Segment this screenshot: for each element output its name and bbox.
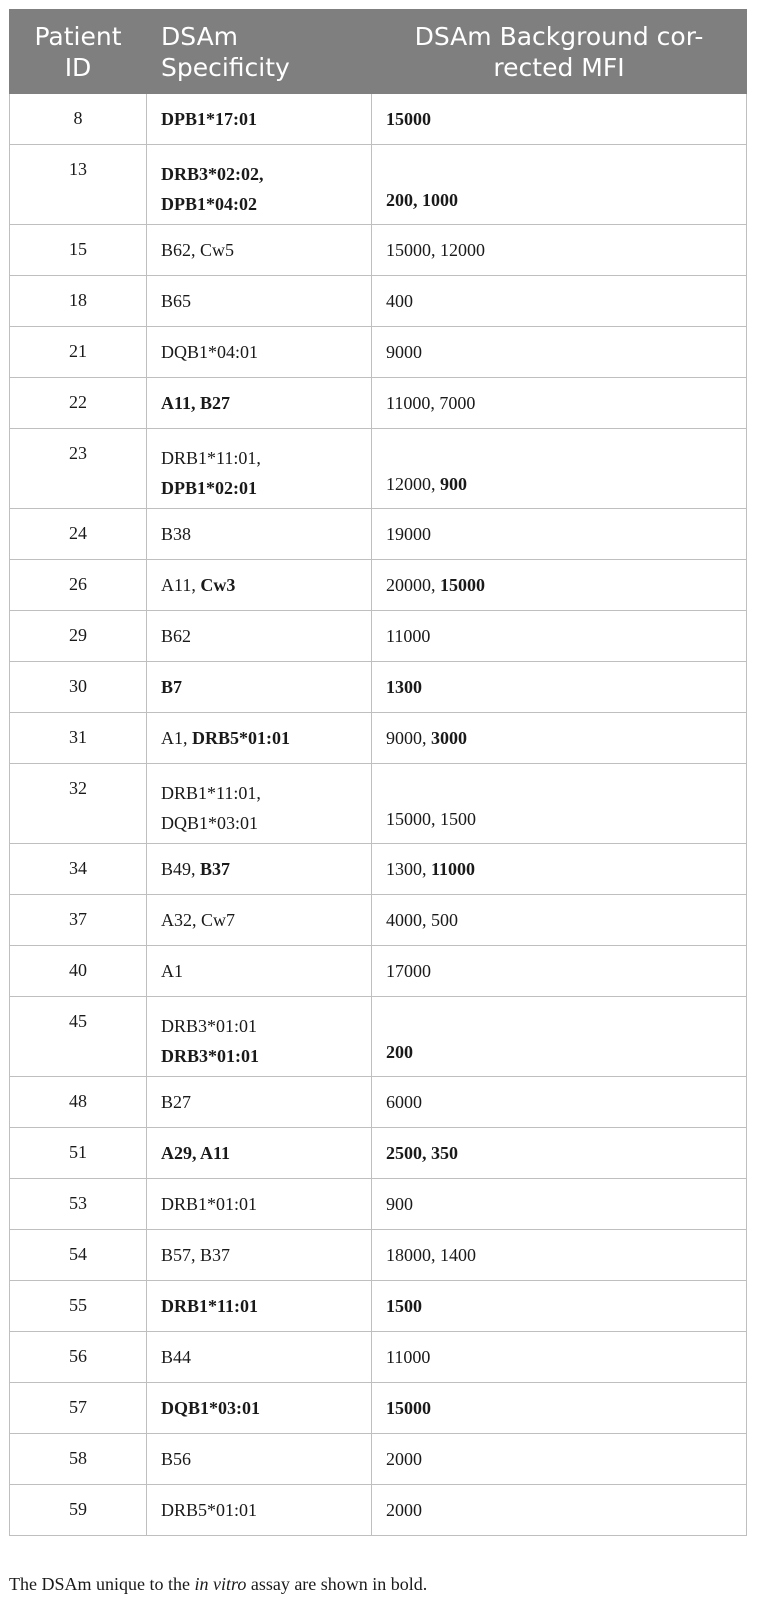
mfi-cell <box>372 713 747 764</box>
patient-id-cell <box>10 946 147 997</box>
specificity-line <box>161 909 371 931</box>
table-row <box>10 662 747 713</box>
mfi-content <box>372 560 746 610</box>
patient-id-value: 55 <box>69 1295 87 1315</box>
mfi-cell <box>372 1332 747 1383</box>
specificity-content <box>147 1281 371 1331</box>
patient-id-value: 54 <box>69 1244 87 1264</box>
dsam-specificity-cell <box>147 662 372 713</box>
patient-id-cell <box>10 327 147 378</box>
specificity-content <box>147 94 371 144</box>
patient-id-cell <box>10 378 147 429</box>
table-row <box>10 276 747 327</box>
table-row <box>10 997 747 1077</box>
mfi-cell <box>372 225 747 276</box>
specificity-content <box>147 429 371 508</box>
patient-id-cell <box>10 764 147 844</box>
mfi-segment: 200 <box>386 1042 413 1062</box>
dsam-specificity-cell <box>147 429 372 509</box>
table-row <box>10 94 747 145</box>
specificity-content <box>147 1128 371 1178</box>
table-row <box>10 1128 747 1179</box>
mfi-content <box>372 997 746 1076</box>
patient-id-cell <box>10 895 147 946</box>
mfi-segment: 19000 <box>386 524 431 544</box>
specificity-content <box>147 895 371 945</box>
header-mfi-line-1: DSAm Background cor- <box>414 21 704 51</box>
patient-id-cell <box>10 1485 147 1536</box>
specificity-content <box>147 1332 371 1382</box>
mfi-content <box>372 378 746 428</box>
specificity-content <box>147 1230 371 1280</box>
mfi-cell <box>372 327 747 378</box>
mfi-cell <box>372 764 747 844</box>
mfi-cell <box>372 895 747 946</box>
specificity-content <box>147 1179 371 1229</box>
specificity-segment: DPB1*04:02 <box>161 194 257 214</box>
specificity-content <box>147 509 371 559</box>
mfi-cell <box>372 662 747 713</box>
mfi-segment: 15000, 1500 <box>386 809 476 829</box>
specificity-segment: DRB5*01:01 <box>161 1500 258 1520</box>
mfi-content <box>372 429 746 508</box>
header-specificity-line-1: DSAm <box>161 21 239 51</box>
mfi-cell <box>372 1485 747 1536</box>
patient-id-cell <box>10 1077 147 1128</box>
specificity-segment: A1 <box>161 961 183 981</box>
specificity-line <box>161 1193 371 1215</box>
patient-id-cell <box>10 1230 147 1281</box>
mfi-cell <box>372 560 747 611</box>
header-dsam-specificity <box>147 10 372 94</box>
mfi-content <box>372 1485 746 1535</box>
specificity-line <box>161 625 371 647</box>
specificity-content <box>147 1485 371 1535</box>
specificity-line <box>161 1011 371 1041</box>
mfi-content <box>372 1128 746 1178</box>
specificity-segment: DRB1*11:01, <box>161 448 261 468</box>
patient-id-cell <box>10 94 147 145</box>
mfi-content <box>372 1179 746 1229</box>
table-row <box>10 946 747 997</box>
patient-id-value: 51 <box>69 1142 87 1162</box>
dsam-specificity-cell <box>147 225 372 276</box>
specificity-content <box>147 327 371 377</box>
mfi-cell <box>372 1281 747 1332</box>
mfi-content <box>372 611 746 661</box>
table-row <box>10 327 747 378</box>
mfi-cell <box>372 1179 747 1230</box>
patient-id-value: 48 <box>69 1091 87 1111</box>
table-row <box>10 895 747 946</box>
mfi-content <box>372 1383 746 1433</box>
specificity-content <box>147 764 371 843</box>
specificity-segment: DRB3*01:01 <box>161 1016 258 1036</box>
patient-id-cell <box>10 1332 147 1383</box>
mfi-cell <box>372 844 747 895</box>
patient-id-cell <box>10 225 147 276</box>
mfi-segment: 2000 <box>386 1500 422 1520</box>
specificity-content <box>147 713 371 763</box>
specificity-line <box>161 443 371 473</box>
mfi-cell <box>372 997 747 1077</box>
mfi-content <box>372 1332 746 1382</box>
patient-id-value: 56 <box>69 1346 87 1366</box>
table-row <box>10 1179 747 1230</box>
table-body <box>10 94 747 1536</box>
table-row <box>10 1434 747 1485</box>
patient-id-value: 21 <box>69 341 87 361</box>
patient-id-cell <box>10 662 147 713</box>
specificity-line <box>161 1091 371 1113</box>
mfi-segment: 20000, <box>386 575 440 595</box>
mfi-content <box>372 844 746 894</box>
specificity-line <box>161 290 371 312</box>
table-row <box>10 611 747 662</box>
mfi-content <box>372 225 746 275</box>
specificity-line <box>161 108 371 130</box>
mfi-content <box>372 946 746 996</box>
specificity-line <box>161 473 371 503</box>
mfi-content <box>372 764 746 843</box>
patient-id-cell <box>10 1179 147 1230</box>
specificity-content <box>147 560 371 610</box>
mfi-segment: 400 <box>386 291 413 311</box>
mfi-content <box>372 94 746 144</box>
table-row <box>10 1383 747 1434</box>
specificity-segment: DPB1*17:01 <box>161 109 257 129</box>
mfi-segment: 6000 <box>386 1092 422 1112</box>
footnote-text-end: assay are shown in bold. <box>246 1574 428 1594</box>
dsam-specificity-cell <box>147 946 372 997</box>
table-row <box>10 225 747 276</box>
specificity-line <box>161 159 371 189</box>
specificity-segment: DRB3*01:01 <box>161 1046 259 1066</box>
dsam-specificity-cell <box>147 997 372 1077</box>
dsam-specificity-cell <box>147 1485 372 1536</box>
specificity-segment: A11, B27 <box>161 393 231 413</box>
mfi-segment: 15000 <box>386 109 431 129</box>
patient-id-value: 18 <box>69 290 87 310</box>
specificity-segment: B62, Cw5 <box>161 240 235 260</box>
mfi-cell <box>372 1230 747 1281</box>
specificity-line <box>161 1397 371 1419</box>
dsam-specificity-cell <box>147 276 372 327</box>
dsam-specificity-cell <box>147 1077 372 1128</box>
patient-id-value: 45 <box>69 1011 87 1031</box>
specificity-content <box>147 997 371 1076</box>
mfi-cell <box>372 946 747 997</box>
patient-id-value: 30 <box>69 676 87 696</box>
header-specificity-line-2: Specificity <box>161 52 290 82</box>
specificity-line <box>161 1041 371 1071</box>
specificity-content <box>147 662 371 712</box>
mfi-content <box>372 895 746 945</box>
header-patient-id <box>10 10 147 94</box>
table-row <box>10 145 747 225</box>
mfi-segment: 200, 1000 <box>386 190 458 210</box>
specificity-segment: B62 <box>161 626 192 646</box>
table-row <box>10 429 747 509</box>
specificity-line <box>161 1244 371 1266</box>
mfi-segment: 9000 <box>386 342 422 362</box>
header-background-corrected-mfi <box>372 10 747 94</box>
dsam-specificity-cell <box>147 1434 372 1485</box>
specificity-segment: B57, B37 <box>161 1245 231 1265</box>
mfi-cell <box>372 145 747 225</box>
dsam-specificity-cell <box>147 145 372 225</box>
dsam-specificity-cell <box>147 844 372 895</box>
table-row <box>10 378 747 429</box>
table-footnote <box>9 1574 427 1595</box>
patient-id-value: 34 <box>69 858 87 878</box>
specificity-segment: DRB1*01:01 <box>161 1194 258 1214</box>
mfi-segment: 2500, 350 <box>386 1143 458 1163</box>
patient-id-value: 22 <box>69 392 87 412</box>
specificity-line <box>161 1499 371 1521</box>
mfi-segment: 11000 <box>386 626 431 646</box>
patient-id-cell <box>10 1128 147 1179</box>
patient-id-cell <box>10 1281 147 1332</box>
specificity-line <box>161 858 371 880</box>
mfi-cell <box>372 1434 747 1485</box>
specificity-segment: Cw3 <box>200 575 236 595</box>
mfi-segment: 11000 <box>386 1347 431 1367</box>
header-row <box>10 10 747 94</box>
dsam-specificity-cell <box>147 895 372 946</box>
specificity-content <box>147 276 371 326</box>
specificity-segment: B27 <box>161 1092 192 1112</box>
dsam-specificity-cell <box>147 327 372 378</box>
dsam-specificity-cell <box>147 1383 372 1434</box>
dsam-specificity-cell <box>147 611 372 662</box>
specificity-segment: B44 <box>161 1347 192 1367</box>
specificity-line <box>161 808 371 838</box>
dsam-specificity-cell <box>147 560 372 611</box>
mfi-segment: 900 <box>440 474 467 494</box>
patient-id-value: 23 <box>69 443 87 463</box>
patient-id-cell <box>10 1434 147 1485</box>
footnote-text-start: The DSAm unique to the <box>9 1574 195 1594</box>
mfi-cell <box>372 509 747 560</box>
table-row <box>10 1332 747 1383</box>
specificity-line <box>161 778 371 808</box>
specificity-line <box>161 1295 371 1317</box>
mfi-segment: 2000 <box>386 1449 422 1469</box>
mfi-segment: 11000, 7000 <box>386 393 476 413</box>
specificity-line <box>161 189 371 219</box>
specificity-line <box>161 1346 371 1368</box>
table-row <box>10 509 747 560</box>
patient-id-value: 31 <box>69 727 87 747</box>
specificity-line <box>161 1448 371 1470</box>
mfi-segment: 15000 <box>386 1398 431 1418</box>
specificity-segment: B56 <box>161 1449 192 1469</box>
patient-id-cell <box>10 997 147 1077</box>
specificity-segment: DRB1*11:01 <box>161 1296 259 1316</box>
mfi-segment: 17000 <box>386 961 431 981</box>
mfi-cell <box>372 611 747 662</box>
specificity-line <box>161 1142 371 1164</box>
table-row <box>10 764 747 844</box>
patient-id-cell <box>10 145 147 225</box>
mfi-segment: 15000 <box>440 575 485 595</box>
specificity-line <box>161 392 371 414</box>
dsam-specificity-cell <box>147 1128 372 1179</box>
patient-id-cell <box>10 509 147 560</box>
dsam-specificity-cell <box>147 94 372 145</box>
dsam-specificity-cell <box>147 1281 372 1332</box>
patient-id-cell <box>10 611 147 662</box>
header-patient-id-line-1: Patient <box>34 21 122 51</box>
table-row <box>10 560 747 611</box>
mfi-segment: 1300, <box>386 859 431 879</box>
patient-id-value: 24 <box>69 523 87 543</box>
specificity-segment: A29, A11 <box>161 1143 231 1163</box>
mfi-segment: 1300 <box>386 677 422 697</box>
mfi-content <box>372 713 746 763</box>
mfi-content <box>372 1230 746 1280</box>
patient-id-cell <box>10 560 147 611</box>
mfi-content <box>372 276 746 326</box>
mfi-content <box>372 509 746 559</box>
patient-id-value: 59 <box>69 1499 87 1519</box>
mfi-segment: 12000, <box>386 474 440 494</box>
specificity-segment: B38 <box>161 524 192 544</box>
specificity-segment: A11, <box>161 575 201 595</box>
patient-id-value: 40 <box>69 960 87 980</box>
specificity-segment: B49, <box>161 859 201 879</box>
mfi-cell <box>372 429 747 509</box>
specificity-segment: DQB1*03:01 <box>161 813 259 833</box>
specificity-segment: DRB1*11:01, <box>161 783 261 803</box>
patient-id-value: 53 <box>69 1193 87 1213</box>
specificity-content <box>147 225 371 275</box>
specificity-content <box>147 1077 371 1127</box>
mfi-cell <box>372 378 747 429</box>
patient-id-value: 29 <box>69 625 87 645</box>
patient-id-value: 32 <box>69 778 87 798</box>
mfi-cell <box>372 1383 747 1434</box>
patient-id-value: 13 <box>69 159 87 179</box>
dsam-specificity-cell <box>147 764 372 844</box>
mfi-cell <box>372 94 747 145</box>
patient-id-cell <box>10 1383 147 1434</box>
dsam-specificity-cell <box>147 1332 372 1383</box>
mfi-content <box>372 145 746 224</box>
patient-id-value: 26 <box>69 574 87 594</box>
specificity-content <box>147 1434 371 1484</box>
dsam-specificity-cell <box>147 713 372 764</box>
mfi-segment: 18000, 1400 <box>386 1245 476 1265</box>
specificity-segment: DQB1*03:01 <box>161 1398 260 1418</box>
mfi-segment: 900 <box>386 1194 413 1214</box>
table-row <box>10 1485 747 1536</box>
specificity-line <box>161 239 371 261</box>
table-header <box>10 10 747 94</box>
specificity-content <box>147 611 371 661</box>
mfi-cell <box>372 276 747 327</box>
specificity-segment: B37 <box>200 859 231 879</box>
specificity-line <box>161 960 371 982</box>
patient-id-cell <box>10 844 147 895</box>
header-patient-id-line-2: ID <box>64 52 92 82</box>
table-row <box>10 1281 747 1332</box>
patient-id-value: 37 <box>69 909 87 929</box>
specificity-segment: DRB3*02:02, <box>161 164 264 184</box>
dsam-specificity-cell <box>147 378 372 429</box>
mfi-cell <box>372 1128 747 1179</box>
specificity-segment: DPB1*02:01 <box>161 478 257 498</box>
specificity-line <box>161 727 371 749</box>
mfi-content <box>372 1434 746 1484</box>
mfi-content <box>372 1281 746 1331</box>
table-row <box>10 1077 747 1128</box>
mfi-segment: 9000, <box>386 728 431 748</box>
table-row <box>10 713 747 764</box>
mfi-segment: 4000, 500 <box>386 910 458 930</box>
mfi-segment: 15000, 12000 <box>386 240 485 260</box>
patient-id-cell <box>10 276 147 327</box>
specificity-content <box>147 844 371 894</box>
specificity-segment: DRB5*01:01 <box>192 728 290 748</box>
patient-id-cell <box>10 713 147 764</box>
patient-id-cell <box>10 429 147 509</box>
dsam-table-container <box>9 9 746 1536</box>
specificity-line <box>161 574 371 596</box>
mfi-segment: 3000 <box>431 728 467 748</box>
specificity-segment: B65 <box>161 291 192 311</box>
patient-id-value: 8 <box>73 108 83 128</box>
specificity-content <box>147 946 371 996</box>
specificity-line <box>161 523 371 545</box>
dsam-specificity-cell <box>147 1179 372 1230</box>
specificity-segment: DQB1*04:01 <box>161 342 259 362</box>
specificity-content <box>147 1383 371 1433</box>
specificity-content <box>147 378 371 428</box>
patient-id-value: 57 <box>69 1397 87 1417</box>
specificity-segment: A1, <box>161 728 192 748</box>
mfi-cell <box>372 1077 747 1128</box>
table-row <box>10 1230 747 1281</box>
mfi-segment: 1500 <box>386 1296 422 1316</box>
specificity-line <box>161 676 371 698</box>
specificity-content <box>147 145 371 224</box>
mfi-content <box>372 662 746 712</box>
footnote-italic: in vitro <box>194 1574 247 1594</box>
header-mfi-line-2: rected MFI <box>493 52 625 82</box>
specificity-segment: B7 <box>161 677 183 697</box>
mfi-content <box>372 1077 746 1127</box>
dsam-specificity-cell <box>147 509 372 560</box>
patient-id-value: 58 <box>69 1448 87 1468</box>
specificity-line <box>161 341 371 363</box>
mfi-content <box>372 327 746 377</box>
mfi-segment: 11000 <box>431 859 476 879</box>
specificity-segment: A32, Cw7 <box>161 910 236 930</box>
dsam-specificity-cell <box>147 1230 372 1281</box>
dsam-table <box>9 9 747 1536</box>
table-row <box>10 844 747 895</box>
patient-id-value: 15 <box>69 239 87 259</box>
